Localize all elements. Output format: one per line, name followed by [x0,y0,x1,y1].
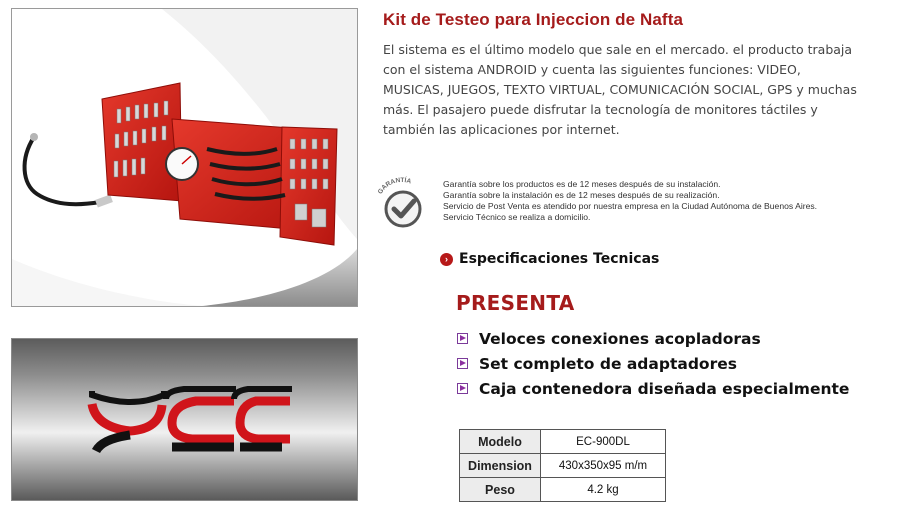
spec-value: 4.2 kg [541,478,666,502]
warranty-line: Garantía sobre la instalación es de 12 meses después de su realización. [443,190,720,200]
presenta-heading: PRESENTA [456,291,575,315]
spec-table [459,429,666,502]
feature-label: Caja contenedora diseñada especialmente [479,379,850,398]
spec-key: Peso [460,478,541,502]
product-image [11,8,358,307]
warranty-line: Garantía sobre los productos es de 12 meses después de su instalación. [443,179,721,189]
table-row [460,478,666,502]
play-bullet-icon [457,358,468,369]
features-list [457,326,849,401]
warranty-seal-text: GARANTÍA [376,176,413,196]
feature-label: Veloces conexiones acopladoras [479,329,761,348]
list-item [457,351,849,376]
warranty-line: Servicio de Post Venta es atendido por nuestra empresa en la Ciudad Autónoma de Buenos Aires. [443,201,818,211]
product-title: Kit de Testeo para Injeccion de Nafta [383,10,684,29]
list-item [457,326,849,351]
fuel-injection-test-kit-photo [12,9,357,306]
specs-link[interactable] [440,251,659,267]
spec-key: Modelo [460,430,541,454]
chevron-right-circle-icon: › [440,253,453,266]
warranty-line: Servicio Técnico se realiza a domicilio. [443,212,591,222]
list-item [457,376,849,401]
play-bullet-icon [457,333,468,344]
spec-value: 430x350x95 m/m [541,454,666,478]
product-description: El sistema es el último modelo que sale en el mercado. el producto trabaja con el sistema ANDROID y cuenta las siguientes funciones: VIDEO, MUSICAS, JUEGOS, TEXTO VIRTUAL, COMUNICACIÓN SOCIAL, GPS y muchas más. El pasajero puede disfrutar la tecnología de monitores táctiles y también las aplicaciones por internet. [383,42,857,137]
feature-label: Set completo de adaptadores [479,354,737,373]
play-bullet-icon [457,383,468,394]
warranty-check-icon [370,176,434,232]
warranty-text [443,179,817,223]
warranty-block [370,176,895,232]
ycc-logo [12,339,357,500]
spec-value: EC-900DL [541,430,666,454]
table-row [460,454,666,478]
table-row [460,430,666,454]
brand-logo-banner [11,338,358,501]
spec-key: Dimension [460,454,541,478]
specs-link-label: Especificaciones Tecnicas [459,251,660,267]
